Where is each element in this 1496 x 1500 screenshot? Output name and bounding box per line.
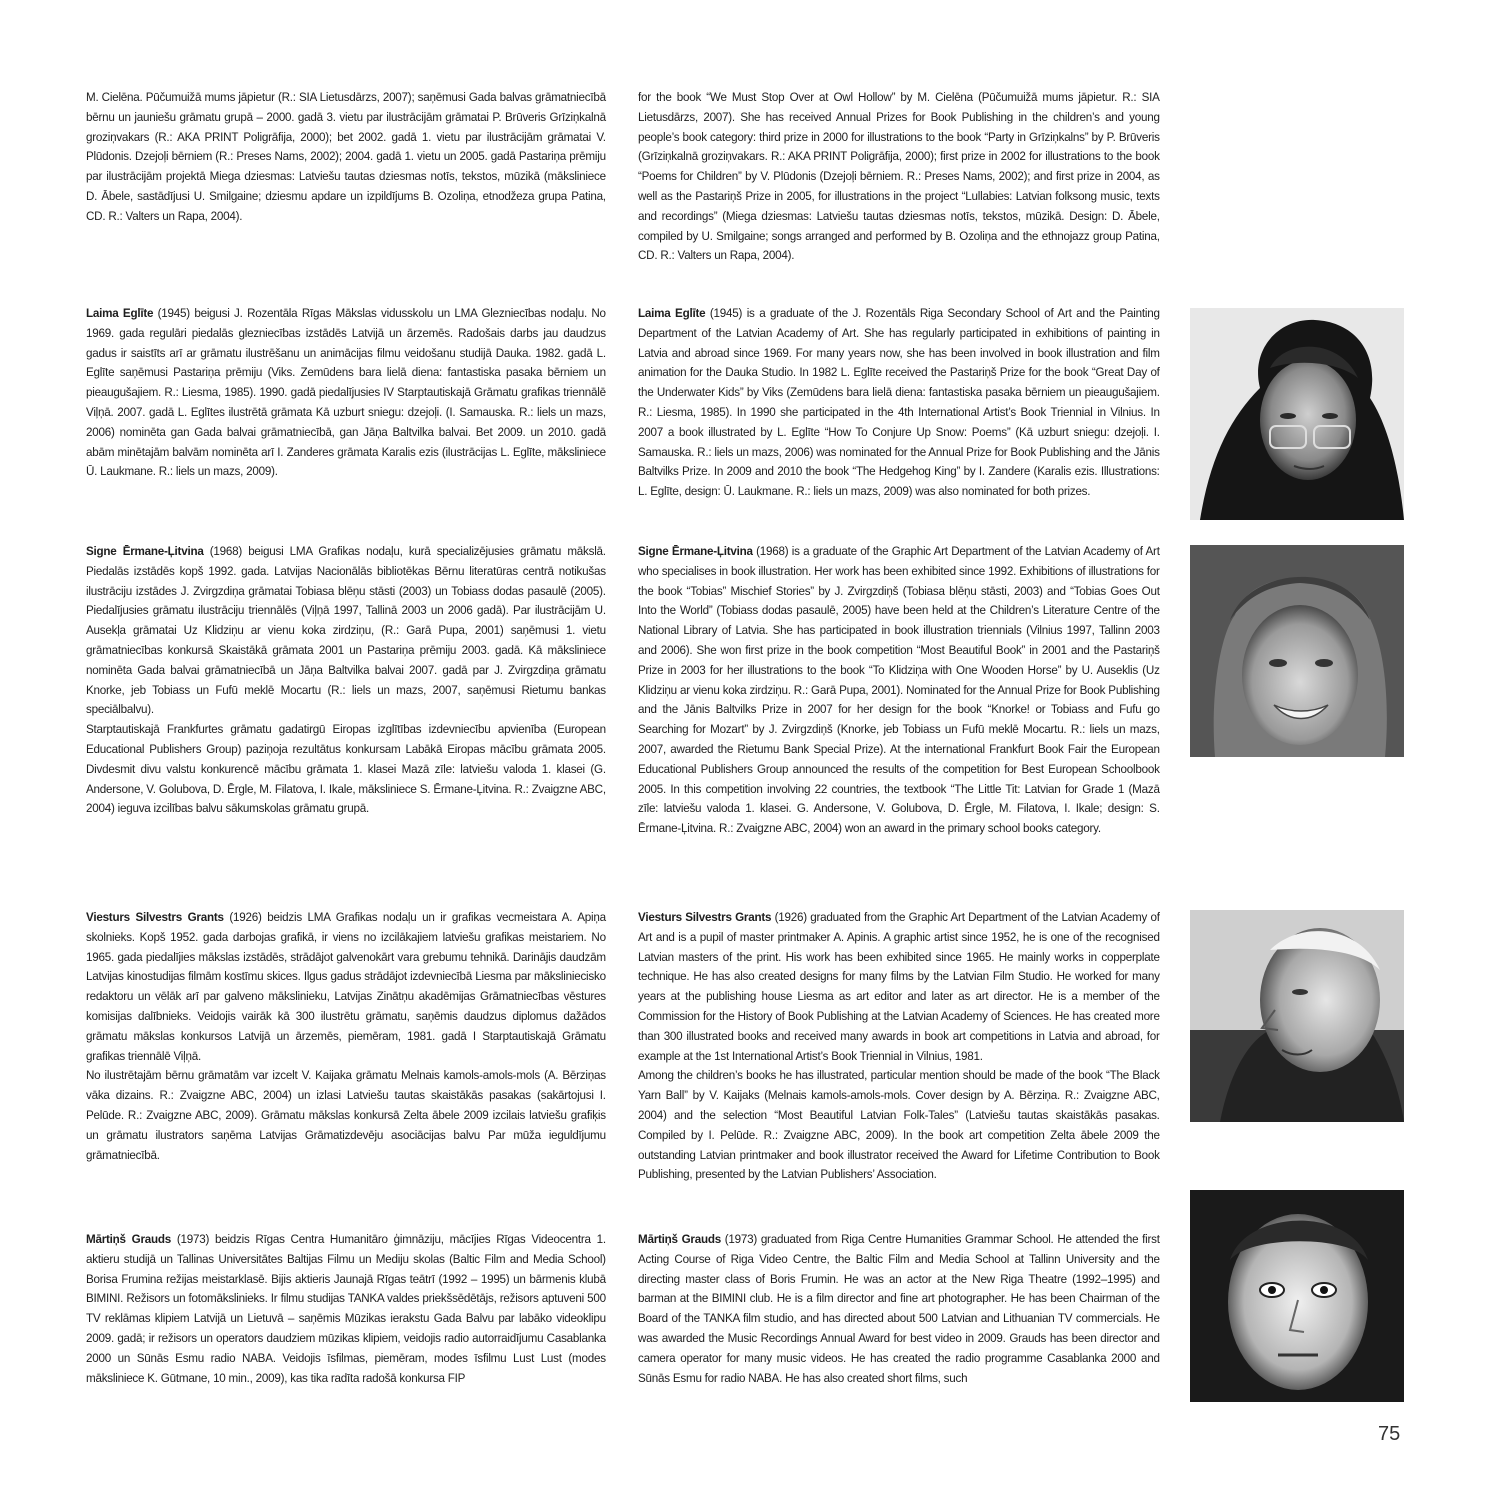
artist-name: Mārtiņš Grauds [638, 1232, 721, 1246]
page-number: 75 [1378, 1423, 1401, 1445]
lv-bio-ermane [86, 542, 606, 819]
portrait-photo-ermane [1190, 545, 1404, 757]
artist-name: Viesturs Silvestrs Grants [638, 910, 772, 924]
artist-name: Mārtiņš Grauds [86, 1232, 171, 1246]
bio-text: (1926) graduated from the Graphic Art Department of the Latvian Academy of Art and is a pupil of master printmaker A. Apinis. A graphic artist since 1952, he is one of the recognised Latvian masters of the print. His work has been exhibited since 1965. He mainly works in copperplate technique. He has also created designs for many films by the Latvian Film Studio. He worked for many years at the publishing house Liesma as art editor and later as art director. He is a member of the Commission for the History of Book Publishing at the Latvian Academy of Sciences. He has created more than 300 illustrated books and received many awards in book art competitions in Latvia and abroad, for example at the 1st International Artist’s Book Triennial in Vilnius, 1981. [638, 910, 1160, 1063]
lv-bio-grants [86, 908, 606, 1165]
bio-text: (1926) beidzis LMA Grafikas nodaļu un ir grafikas vecmeistara A. Apiņa skolnieks. Kopš 1952. gada darbojas grafikā, ir viens no izcilākajiem latviešu grafikas meistariem. No 1965. gada piedalījies mākslas izstādēs, strādājot galvenokārt vara grebumu tehnikā. Darinājis daudzām Latvijas kinostudijas filmām kostīmu skices. Ilgus gadus strādājot izdevniecībā Liesma par mākslinieciskо redaktoru un vēlāk arī par galveno mākslinieku, Latvijas Zinātņu akadēmijas Grāmatniecības vēstures komisijas dalībnieks. Veidojis vairāk kā 300 ilustrētu grāmatu, saņēmis daudzus diplomus dažādos grāmatu mākslas konkursos Latvijā un ārzemēs, piemēram, 1981. gadā I Starptautiskajā Grāmatu grafikas triennālē Viļņā. [86, 910, 606, 1063]
bio-text-continued: Among the children’s books he has illustrated, particular mention should be made of the book “The Black Yarn Ball” by V. Kaijaks (Melnais kamols-amols-mols. Cover design by A. Bērziņa. R.: Zvaigzne ABC, 2004) and the selection “Most Beautiful Latvian Folk-Tales” (Latviešu tautas skaistākās pasakas. Compiled by I. Pelūde. R.: Zvaigzne ABC, 2009). In the book art competition Zelta ābele 2009 the outstanding Latvian printmaker and book illustrator received the Award for Lifetime Contribution to Book Publishing, presented by the Latvian Publishers’ Association. [638, 1068, 1160, 1182]
lv-intro-paragraph: M. Cielēna. Pūčumuižā mums jāpietur (R.: SIA Lietusdārzs, 2007); saņēmusi Gada balvas grāmatniecībā bērnu un jauniešu grāmatu grupā – 2000. gadā 3. vietu par ilustrācijām grāmatai P. Brūveris Grīziņkalnā groziņvakars (R.: AKA PRINT Poligrāfija, 2000); bet 2002. gadā 1. vietu par ilustrācijām grāmatai V. Plūdonis. Dzejoļi bērniem (R.: Preses Nams, 2002); 2004. gadā 1. vietu un 2005. gadā Pastariņa prēmiju par ilustrācijām projektā Miega dziesmas: Latviešu tautas dziesmas notīs, tekstos, mūzikā (māksliniece D. Ābele, sastādījusi U. Smilgaine; dziesmu apdare un izpildījums B. Ozoliņa, etnodžeza grupa Patina, CD. R.: Valters un Rapa, 2004). [86, 90, 606, 223]
bio-text-continued: Starptautiskajā Frankfurtes grāmatu gadatirgū Eiropas izglītības izdevniecību apvienība (European Educational Publishers Group) paziņoja rezultātus konkursam Labākā Eiropas mācību grāmata 2005. Divdesmit divu valstu konkurencē mācību grāmata 1. klasei Mazā zīle: latviešu valoda 1. klasei (G. Andersone, V. Golubova, D. Ērgle, M. Filatova, I. Ikale, māksliniece S. Ērmane-Ļitvina. R.: Zvaigzne ABC, 2004) ieguva izcilības balvu sākumskolas grāmatu grupā. [86, 722, 606, 816]
lv-bio-eglite [86, 304, 606, 482]
en-bio-eglite [638, 304, 1160, 502]
bio-text: (1973) graduated from Riga Centre Humanities Grammar School. He attended the first Acting Course of Riga Video Centre, the Baltic Film and Media School at Tallinn University and the directing master class of Boris Frumin. He was an actor at the New Riga Theatre (1992–1995) and barman at the BIMINI club. He is a film director and fine art photographer. He has been Chairman of the Board of the TANKA film studio, and has directed about 500 Latvian and Lithuanian TV commercials. He was awarded the Music Recordings Annual Award for best video in 2009. Grauds has been director and camera operator for many music videos. He has created the radio programme Casablanka 2000 and Sūnās Esmu for radio NABA. He has also created short films, such [638, 1232, 1160, 1385]
bio-text: (1973) beidzis Rīgas Centra Humanitāro ģimnāziju, mācījies Rīgas Videocentra 1. aktieru studijā un Tallinas Universitātes Baltijas Filmu un Mediju skolas (Baltic Film and Media School) Borisa Frumina režijas meistarklasē. Bijis aktieris Jaunajā Rīgas teātrī (1992 – 1995) un bārmenis klubā BIMINI. Režisors un fotomākslinieks. Ir filmu studijas TANKA valdes priekšsēdētājs, režisors aptuveni 500 TV reklāmas klipiem Latvijā un Lietuvā – saņēmis Mūzikas ierakstu Gada Balvu par labāko videoklipu 2009. gadā; ir režisors un operators daudziem mūzikas klipiem, veidojis radio autorraidījumu Casablanka 2000 un Sūnās Esmu radio NABA. Veidojis īsfilmas, piemēram, modes īsfilmu Lust Lust (modes māksliniece K. Gūtmane, 10 min., 2009), kas tika radīta radošā konkursa FIP [86, 1232, 606, 1385]
portrait-photo-eglite [1190, 308, 1404, 520]
en-bio-ermane [638, 542, 1160, 839]
bio-text: (1945) is a graduate of the J. Rozentāls Riga Secondary School of Art and the Painting Department of the Latvian Academy of Art. She has regularly participated in exhibitions of painting in Latvia and abroad since 1969. For many years now, she has been involved in book illustration and film animation for the Dauka Studio. In 1982 L. Eglīte received the Pastariņš Prize for the book “Great Day of the Underwater Kids” by Viks (Zemūdens bara lielā diena: fantastiska pasaka bērniem un pieaugušajiem. R.: Liesma, 1985). In 1990 she participated in the 4th International Artist’s Book Triennial in Vilnius. In 2007 a book illustrated by L. Eglīte “How To Conjure Up Snow: Poems” (Kā uzburt sniegu: dzejoļi. I. Samauska. R.: liels un mazs, 2006) was nominated for the Annual Prize for Book Publishing and the Jānis Baltvilks Prize. In 2009 and 2010 the book “The Hedgehog King” by I. Zandere (Karalis ezis. Illustrations: L. Eglīte, design: Ū. Laukmane. R.: liels un mazs, 2009) was also nominated for both prizes. [638, 306, 1160, 499]
lv-bio-grauds [86, 1230, 606, 1388]
portrait-photo-grants [1190, 910, 1404, 1122]
bio-text: (1968) is a graduate of the Graphic Art Department of the Latvian Academy of Art who specialises in book illustration. Her work has been exhibited since 1992. Exhibitions of illustrations for the book “Tobias” Mischief Stories” by J. Zvirgzdiņš (Tobiasa blēņu stāsti, 2003) and “Tobias Goes Out Into the World” (Tobiass dodas pasaulē, 2005) have been held at the Children’s Literature Centre of the National Library of Latvia. She has participated in book illustration triennials (Vilnius 1997, Tallinn 2003 and 2006). She won first prize in the book competition “Most Beautiful Book” in 2001 and the Pastariņš Prize in 2003 for her illustrations to the book “To Klidziņa with One Wooden Horse” by U. Auseklis (Uz Klidziņu ar vienu koka zirdziņu. R.: Garā Pupa, 2001). Nominated for the Annual Prize for Book Publishing and the Jānis Baltvilks Prize in 2007 for her design for the book “Knorke! or Tobiass and Fufu go Searching for Mozart” by J. Zvirgzdiņš (Knorke, jeb Tobiass un Fufū meklē Mocartu. R.: liels un mazs, 2007, awarded the Rietumu Bank Special Prize). At the international Frankfurt Book Fair the European Educational Publishers Group announced the results of the competition for Best European Schoolbook 2005. In this competition involving 22 countries, the textbook “The Little Tit: Latvian for Grade 1 (Mazā zīle: latviešu valoda 1. klasei. G. Andersone, V. Golubova, D. Ērgle, M. Filatova, I. Ikale; design: S. Ērmane-Ļitvina. R.: Zvaigzne ABC, 2004) won an award in the primary school books category. [638, 544, 1160, 836]
artist-name: Laima Eglīte [638, 306, 706, 320]
en-intro-paragraph: for the book “We Must Stop Over at Owl Hollow” by M. Cielēna (Pūčumuižā mums jāpietur. R.: SIA Lietusdārzs, 2007). She has received Annual Prizes for Book Publishing in the children’s and young people’s book category: third prize in 2000 for illustrations to the book “Party in Grīziņkalns” by P. Brūveris (Grīziņkalnā groziņvakars. R.: AKA PRINT Poligrāfija, 2000); first prize in 2002 for illustrations to the book “Poems for Children” by V. Plūdonis (Dzejoļi bērniem. R.: Preses Nams, 2002); and first prize in 2004, as well as the Pastariņš Prize in 2005, for illustrations in the project “Lullabies: Latvian folksong music, texts and recordings” (Miega dziesmas: Latviešu tautas dziesmas notīs, tekstos, mūzikā. Design: D. Ābele, compiled by U. Smilgaine; songs arranged and performed by B. Ozoliņa and the ethnojazz group Patina, CD. R.: Valters un Rapa, 2004). [638, 90, 1160, 263]
bio-text-continued: No ilustrētajām bērnu grāmatām var izcelt V. Kaijaka grāmatu Melnais kamols-amols-mols (A. Bērziņas vāka dizains. R.: Zvaigzne ABC, 2004) un izlasi Latviešu tautas skaistākās pasakas (sakārtojusi I. Pelūde. R.: Zvaigzne ABC, 2009). Grāmatu mākslas konkursā Zelta ābele 2009 izcilais latviešu grafiķis un grāmatu ilustrators saņēma Latvijas Grāmatizdevēju asociācijas balvu Par mūža ieguldījumu grāmatniecībā. [86, 1068, 606, 1162]
bio-text: (1945) beigusi J. Rozentāla Rīgas Mākslas vidusskolu un LMA Glezniecības nodaļu. No 1969. gada regulāri piedalās glezniecības izstādēs Latvijā un ārzemēs. Radošais darbs jau daudzus gadus ir saistīts arī ar grāmatu ilustrēšanu un animācijas filmu veidošanu studijā Dauka. 1982. gadā L. Eglīte saņēmusi Pastariņa prēmiju (Viks. Zemūdens bara lielā diena: fantastiska pasaka bērniem un pieaugušajiem. R.: Liesma, 1985). 1990. gadā piedalījusies IV Starptautiskajā Grāmatu grafikas triennālē Viļņā. 2007. gadā L. Eglītes ilustrētā grāmata Kā uzburt sniegu: dzejoļi. (I. Samauska. R.: liels un mazs, 2006) nominēta gan Gada balvai grāmatniecībā, gan Jāņa Baltvilka balvai. Bet 2009. un 2010. gadā abām minētajām balvām nominēta arī I. Zanderes grāmata Karalis ezis (ilustrācijas L. Eglīte, māksliniece Ū. Laukmane. R.: liels un mazs, 2009). [86, 306, 606, 479]
en-bio-grants [638, 908, 1160, 1185]
artist-name: Laima Eglīte [86, 306, 154, 320]
portrait-photo-grauds [1190, 1190, 1404, 1402]
en-bio-grauds [638, 1230, 1160, 1388]
artist-name: Viesturs Silvestrs Grants [86, 910, 224, 924]
bio-text: (1968) beigusi LMA Grafikas nodaļu, kurā specializējusies grāmatu mākslā. Piedalās izstādēs kopš 1992. gada. Latvijas Nacionālās bibliotēkas Bērnu literatūras centrā notikušas ilustrāciju izstādes J. Zvirgzdiņa grāmatai Tobiasa blēņu stāsti (2003) un Tobiass dodas pasaulē (2005). Piedalījusies grāmatu ilustrāciju triennālēs (Viļņā 1997, Tallinā 2003 un 2006 gadā). Par ilustrācijām U. Ausekļa grāmatai Uz Klidziņu ar vienu koka zirdziņu, (R.: Garā Pupa, 2001) saņēmusi 1. vietu grāmatniecības konkursā Skaistākā grāmata 2001 un Pastariņa prēmiju 2003. gadā. Kā māksliniece nominēta Gada balvai grāmatniecībā un Jāņa Baltvilka balvai 2007. gadā par J. Zvirgzdiņa grāmatu Knorke, jeb Tobiass un Fufū meklē Mocartu (R.: liels un mazs, 2007, saņēmusi Rietumu bankas speciālbalvu). [86, 544, 606, 717]
artist-name: Signe Ērmane-Ļitvina [86, 544, 204, 558]
artist-name: Signe Ērmane-Ļitvina [638, 544, 753, 558]
